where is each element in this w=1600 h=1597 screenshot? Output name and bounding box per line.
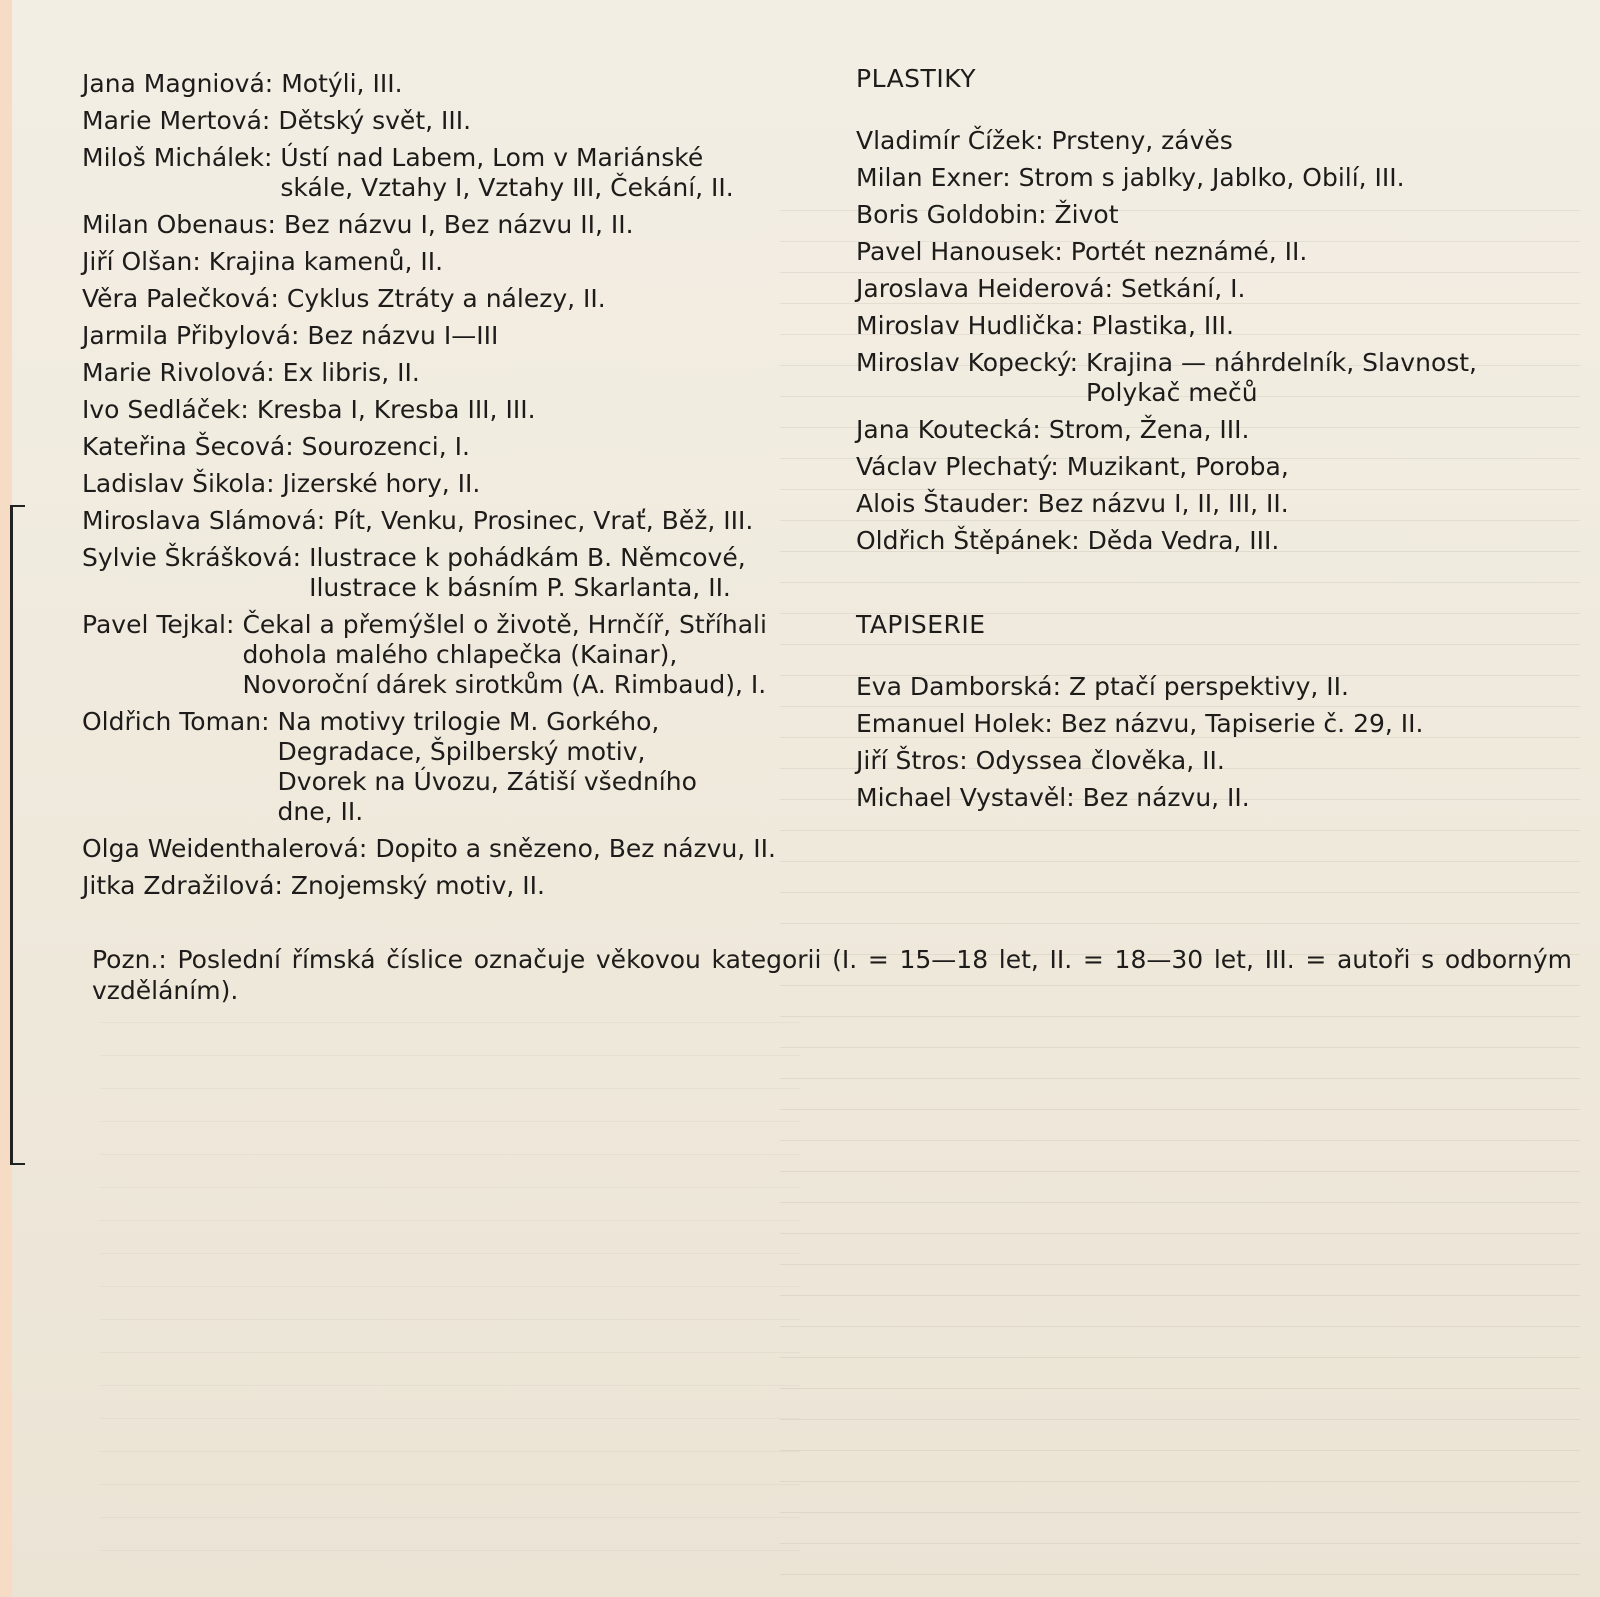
author-name: Věra Palečková bbox=[82, 284, 271, 313]
author-colon: : bbox=[959, 746, 968, 775]
list-item bbox=[856, 452, 1556, 482]
author-colon: : bbox=[1066, 783, 1075, 812]
author-name: Kateřina Šecová bbox=[82, 432, 286, 461]
list-item bbox=[856, 163, 1556, 193]
plastiky-list bbox=[856, 126, 1556, 556]
author-name: Jana Magniová bbox=[82, 69, 265, 98]
work-line-continued: Ilustrace k básním P. Skarlanta, II. bbox=[309, 573, 731, 602]
author-colon: : bbox=[263, 143, 273, 172]
author-name: Milan Obenaus bbox=[82, 210, 268, 239]
author-name: Sylvie Škrášková bbox=[82, 543, 293, 572]
list-item bbox=[82, 469, 842, 499]
list-item bbox=[82, 284, 842, 314]
work-line: Kresba I, Kresba III, III. bbox=[256, 395, 536, 424]
left-column-list bbox=[82, 69, 842, 908]
list-item bbox=[82, 69, 842, 99]
list-item bbox=[82, 543, 842, 603]
work-line: Čekal a přemýšlel o životě, Hrnčíř, Stříhali bbox=[242, 610, 767, 639]
author-colon: : bbox=[261, 106, 271, 135]
list-item bbox=[856, 709, 1556, 739]
author-colon: : bbox=[266, 358, 275, 387]
list-item bbox=[82, 247, 842, 277]
list-item bbox=[82, 834, 842, 864]
work-line: Krajina kamenů, II. bbox=[208, 247, 444, 276]
tapiserie-heading: TAPISERIE bbox=[856, 610, 986, 639]
author-colon: : bbox=[192, 247, 201, 276]
tapiserie-list bbox=[856, 672, 1556, 813]
work-line: Plastika, III. bbox=[1091, 311, 1234, 340]
author-name: Michael Vystavěl bbox=[856, 783, 1067, 812]
author-name: Pavel Tejkal bbox=[82, 610, 226, 639]
work-line: Ilustrace k pohádkám B. Němcové, bbox=[309, 543, 746, 572]
work-line: Ex libris, II. bbox=[282, 358, 420, 387]
author-name: Marie Rivolová bbox=[82, 358, 267, 387]
work-line: Odyssea člověka, II. bbox=[975, 746, 1225, 775]
author-name: Vladimír Čížek bbox=[856, 126, 1036, 155]
work-line: Setkání, I. bbox=[1121, 274, 1246, 303]
work-line: Z ptačí perspektivy, II. bbox=[1069, 672, 1349, 701]
author-colon: : bbox=[1050, 452, 1059, 481]
author-colon: : bbox=[290, 321, 300, 350]
author-name: Marie Mertová bbox=[82, 106, 262, 135]
author-name: Boris Goldobin bbox=[856, 200, 1039, 229]
work-line-continued: dohola malého chlapečka (Kainar), bbox=[242, 640, 678, 669]
list-item bbox=[82, 707, 842, 827]
work-line: Prsteny, závěs bbox=[1051, 126, 1233, 155]
author-name: Jitka Zdražilová bbox=[82, 871, 275, 900]
work-line: Znojemský motiv, II. bbox=[290, 871, 545, 900]
work-line-continued: Degradace, Špilberský motiv, bbox=[277, 737, 646, 766]
list-item bbox=[82, 395, 842, 425]
work-line: Bez názvu, II. bbox=[1082, 783, 1250, 812]
author-name: Jiří Olšan bbox=[82, 247, 193, 276]
author-colon: : bbox=[274, 871, 283, 900]
work-line: Ústí nad Labem, Lom v Mariánské bbox=[280, 143, 704, 172]
list-item bbox=[856, 348, 1556, 408]
work-line: Na motivy trilogie M. Gorkého, bbox=[277, 707, 660, 736]
author-colon: : bbox=[1038, 200, 1047, 229]
work-line: Krajina — náhrdelník, Slavnost, bbox=[1086, 348, 1478, 377]
author-colon: : bbox=[358, 834, 368, 863]
author-name: Jarmila Přibylová bbox=[82, 321, 291, 350]
author-name: Alois Štauder bbox=[856, 489, 1022, 518]
author-name: Eva Damborská bbox=[856, 672, 1053, 701]
work-line-continued: Novoroční dárek sirotkům (A. Rimbaud), I. bbox=[242, 670, 767, 699]
work-line: Portét neznámé, II. bbox=[1070, 237, 1308, 266]
author-name: Václav Plechatý bbox=[856, 452, 1051, 481]
author-colon: : bbox=[270, 284, 279, 313]
work-line: Cyklus Ztráty a nálezy, II. bbox=[286, 284, 606, 313]
work-line: Dopito a snězeno, Bez názvu, II. bbox=[375, 834, 776, 863]
list-item bbox=[82, 506, 842, 536]
author-colon: : bbox=[266, 469, 275, 498]
list-item bbox=[82, 321, 842, 351]
work-line-continued: Dvorek na Úvozu, Zátiší všedního bbox=[277, 767, 697, 796]
author-name: Miroslava Slámová bbox=[82, 506, 317, 535]
author-name: Ivo Sedláček bbox=[82, 395, 241, 424]
author-name: Miroslav Kopecký bbox=[856, 348, 1070, 377]
author-name: Oldřich Štěpánek bbox=[856, 526, 1072, 555]
list-item bbox=[856, 200, 1556, 230]
author-colon: : bbox=[1104, 274, 1114, 303]
author-name: Jiří Štros bbox=[856, 746, 960, 775]
work-line: Bez názvu, Tapiserie č. 29, II. bbox=[1060, 709, 1424, 738]
work-line-continued: skále, Vztahy I, Vztahy III, Čekání, II. bbox=[280, 173, 734, 202]
author-colon: : bbox=[1052, 672, 1062, 701]
author-name: Ladislav Šikola bbox=[82, 469, 267, 498]
author-colon: : bbox=[292, 543, 302, 572]
author-colon: : bbox=[1069, 348, 1079, 377]
list-item bbox=[856, 746, 1556, 776]
work-line: Bez názvu I, II, III, II. bbox=[1037, 489, 1289, 518]
author-colon: : bbox=[1071, 526, 1080, 555]
work-line: Děda Vedra, III. bbox=[1087, 526, 1280, 555]
list-item bbox=[856, 415, 1556, 445]
list-item bbox=[82, 106, 842, 136]
author-name: Miroslav Hudlička bbox=[856, 311, 1076, 340]
author-name: Emanuel Holek bbox=[856, 709, 1045, 738]
work-line-continued: Polykač mečů bbox=[1086, 378, 1258, 407]
author-colon: : bbox=[1032, 415, 1041, 444]
list-item bbox=[856, 274, 1556, 304]
work-line: Muzikant, Poroba, bbox=[1066, 452, 1289, 481]
list-item bbox=[856, 672, 1556, 702]
list-item bbox=[82, 871, 842, 901]
list-item bbox=[856, 489, 1556, 519]
work-line: Strom s jablky, Jablko, Obilí, III. bbox=[1018, 163, 1405, 192]
author-colon: : bbox=[226, 610, 235, 639]
author-colon: : bbox=[1002, 163, 1011, 192]
author-colon: : bbox=[1054, 237, 1063, 266]
author-colon: : bbox=[240, 395, 249, 424]
list-item bbox=[82, 210, 842, 240]
work-line: Jizerské hory, II. bbox=[282, 469, 481, 498]
list-item bbox=[82, 432, 842, 462]
author-name: Milan Exner bbox=[856, 163, 1003, 192]
right-column bbox=[856, 64, 1556, 820]
author-colon: : bbox=[1044, 709, 1053, 738]
work-line: Dětský svět, III. bbox=[278, 106, 472, 135]
author-name: Jaroslava Heiderová bbox=[856, 274, 1105, 303]
author-colon: : bbox=[1075, 311, 1084, 340]
work-line: Život bbox=[1054, 200, 1119, 229]
author-name: Miloš Michálek bbox=[82, 143, 264, 172]
author-colon: : bbox=[264, 69, 274, 98]
author-colon: : bbox=[267, 210, 276, 239]
show-through-texture-left bbox=[100, 1000, 800, 1580]
author-name: Oldřich Toman bbox=[82, 707, 262, 736]
author-name: Pavel Hanousek bbox=[856, 237, 1055, 266]
author-colon: : bbox=[285, 432, 294, 461]
author-colon: : bbox=[1035, 126, 1044, 155]
list-item bbox=[856, 311, 1556, 341]
author-colon: : bbox=[261, 707, 270, 736]
list-item bbox=[82, 143, 842, 203]
list-item bbox=[82, 358, 842, 388]
footnote: Pozn.: Poslední římská číslice označuje věkovou kategorii (I. = 15—18 let, II. = 18—30 let, III. = autoři s odborným vzděláním). bbox=[92, 945, 1572, 1005]
author-colon: : bbox=[1021, 489, 1030, 518]
margin-bracket bbox=[10, 505, 25, 1165]
author-colon: : bbox=[316, 506, 326, 535]
list-item bbox=[856, 126, 1556, 156]
work-line: Bez názvu I—III bbox=[307, 321, 499, 350]
list-item bbox=[82, 610, 842, 700]
list-item bbox=[856, 237, 1556, 267]
plastiky-heading: PLASTIKY bbox=[856, 64, 976, 93]
list-item bbox=[856, 526, 1556, 556]
author-name: Jana Koutecká bbox=[856, 415, 1033, 444]
work-line: Sourozenci, I. bbox=[301, 432, 470, 461]
author-name: Olga Weidenthalerová bbox=[82, 834, 359, 863]
work-line-continued: dne, II. bbox=[277, 797, 364, 826]
work-line: Motýli, III. bbox=[281, 69, 403, 98]
work-line: Bez názvu I, Bez názvu II, II. bbox=[283, 210, 634, 239]
work-line: Pít, Venku, Prosinec, Vrať, Běž, III. bbox=[333, 506, 754, 535]
work-line: Strom, Žena, III. bbox=[1048, 415, 1250, 444]
list-item bbox=[856, 783, 1556, 813]
